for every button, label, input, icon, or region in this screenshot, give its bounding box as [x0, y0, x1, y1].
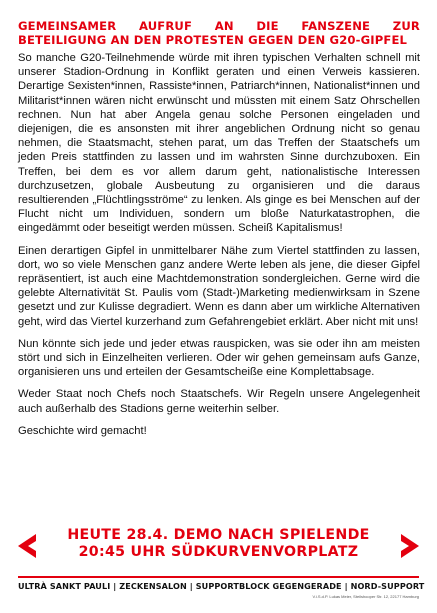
demo-announcement — [50, 527, 387, 561]
footer-groups: ULTRÀ SANKT PAULI | ZECKENSALON | SUPPORTBLOCK GEGENGERADE | NORD-SUPPORT — [18, 581, 425, 591]
paragraph-no-state: Weder Staat noch Chefs noch Staatschefs. Wir Regeln unsere Angelegenheit auch außerhalb des Stadions gerne weiterhin selber. — [18, 388, 420, 415]
demo-time-place-line: 20:45 UHR SÜDKURVENVORPLATZ — [78, 544, 359, 560]
paragraph-g20-participants: So manche G20-Teilnehmende würde mit ihren typischen Verhalten schnell mit unserer Stadion-Ordnung in Konflikt geraten und einen Verweis kassieren. Derartige Sexisten*innen, Rassiste*innen, Patriarch*innen, Nationalist*innen und Militarist*innen wären nicht erwünscht und müssten mit einem Satz Ohrschellen rechnen. Nun hat aber Angela genau solche Personen eingeladen und diejenigen, die es ansonsten mit ihrer angeblichen Ordnung nicht so genau nehmen, die Staatsmacht, stehen parat, um das Treffen der Staatschefs um jeden Preis stattfinden zu lassen und im wahrsten Sinne durchzuboxen. Ein Treffen, bei dem es vor allem darum geht, nationalistische Interessen durchzusetzen, globale Ausbeutung zu organisieren und die daraus resultierenden „Flüchtlingsströme“ zu lenken. Als ginge es bei Menschen auf der Flucht nicht um Individuen, sondern um bloße Naturkatastrophen, die eingedämmt oder beseitigt werden müssen. Scheiß Kapitalismus! — [18, 52, 420, 235]
imprint: V.i.S.d.P. Lukas Meier, Steilshooper Str. 12, 22177 Hamburg — [312, 594, 419, 599]
headline-line-2: BETEILIGUNG AN DEN PROTESTEN GEGEN DEN G20-GIPFEL — [18, 33, 408, 47]
body-text — [18, 51, 420, 438]
call-to-action — [0, 527, 437, 565]
chevron-left-icon — [14, 532, 40, 560]
demo-date-line: HEUTE 28.4. DEMO NACH SPIELENDE — [67, 527, 370, 543]
paragraph-summit-near-quarter: Einen derartigen Gipfel in unmittelbarer Nähe zum Viertel stattfinden zu lassen, dort, wo so viele Menschen ganz andere Werte leben als jene, die dieser Gipfel repräsentiert, ist auch eine Machtdemonstration sondergleichen. Gerne wird die gelebte Alternativität St. Paulis vom (Stadt-)Marketing medienwirksam in Szene gesetzt und zur Kulisse degradiert. Wenn es dann aber um wirkliche Alternativen geht, wird das Viertel kurzerhand zum Gefahrengebiet erklärt. Aber nicht mit uns! — [18, 244, 420, 328]
footer-divider — [18, 576, 419, 578]
headline — [18, 19, 420, 47]
paragraph-together: Nun könnte sich jede und jeder etwas rauspicken, was sie oder ihn am meisten stört und sich in Einzelheiten verlieren. Oder wir gehen gemeinsam aufs Ganze, organisieren uns und erteilen der Gesamtscheiße eine Komplettabsage. — [18, 337, 420, 379]
paragraph-history: Geschichte wird gemacht! — [18, 424, 147, 437]
headline-line-1: GEMEINSAMER AUFRUF AN DIE FANSZENE ZUR — [18, 19, 420, 33]
chevron-right-icon — [397, 532, 423, 560]
